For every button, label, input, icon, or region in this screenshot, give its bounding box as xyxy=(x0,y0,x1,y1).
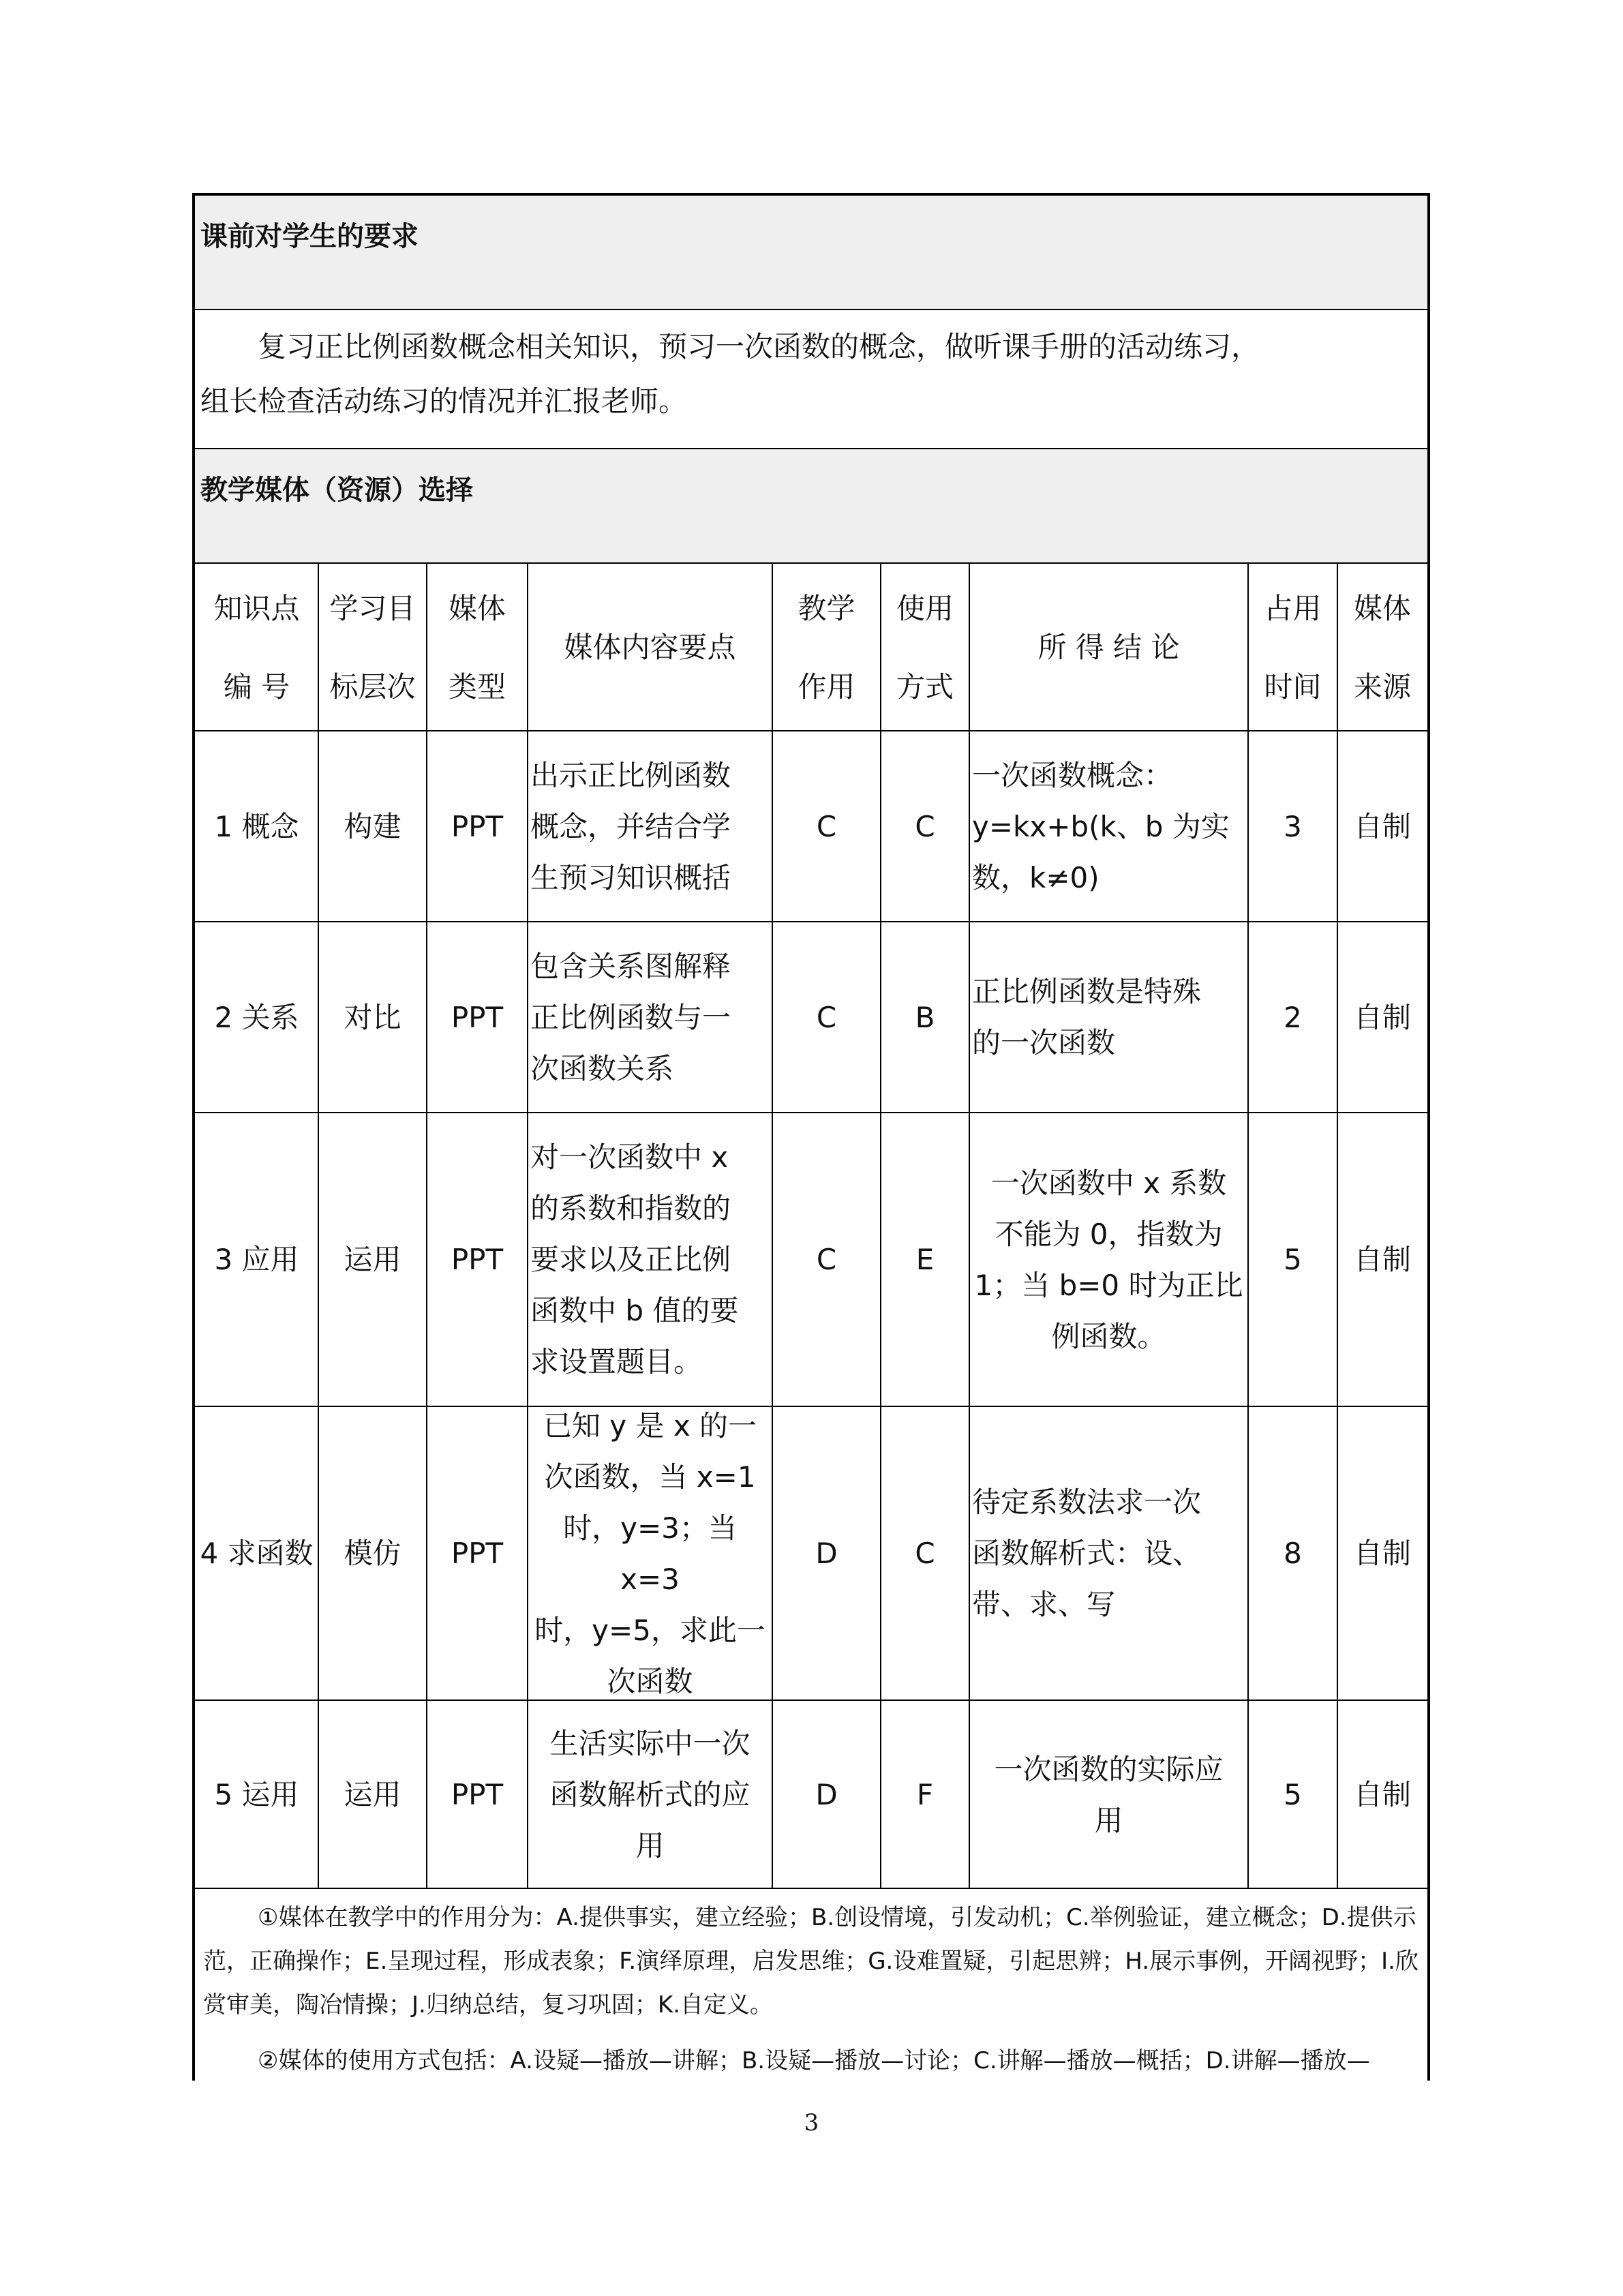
table-header-type xyxy=(427,564,528,731)
table-cell-level xyxy=(318,1406,427,1700)
cell-text: 自制 xyxy=(1353,1000,1411,1034)
table-cell-content xyxy=(528,922,772,1113)
table-cell-time xyxy=(1248,1406,1337,1700)
cell-text: C xyxy=(915,809,935,843)
table-cell-role xyxy=(772,1406,881,1700)
table-cell-type xyxy=(427,1406,528,1700)
cell-text: 5 运用 xyxy=(214,1778,299,1811)
cell-text: 3 应用 xyxy=(214,1243,299,1276)
prereq-text-line1: 复习正比例函数概念相关知识，预习一次函数的概念，做听课手册的活动练习， xyxy=(258,330,1260,363)
cell-text: 对一次函数中 x 的系数和指数的 要求以及正比例 函数中 b 值的要 求设置题目。 xyxy=(530,1141,739,1378)
prereq-text-line2: 组长检查活动练习的情况并汇报老师。 xyxy=(200,384,688,418)
table-header-time xyxy=(1248,564,1337,731)
table-cell-level xyxy=(318,922,427,1113)
header-label: 所 得 结 论 xyxy=(1037,631,1180,664)
cell-text: F xyxy=(916,1778,934,1811)
header-label: 教学 作用 xyxy=(798,591,855,704)
prereq-section-title: 课前对学生的要求 xyxy=(195,196,1427,310)
header-label: 媒体内容要点 xyxy=(564,631,736,664)
cell-text: 运用 xyxy=(344,1243,401,1276)
table-cell-source xyxy=(1337,731,1427,922)
table-cell-source xyxy=(1337,1406,1427,1700)
cell-text: 运用 xyxy=(344,1778,401,1811)
table-header-source xyxy=(1337,564,1427,731)
header-label: 媒体 来源 xyxy=(1353,591,1411,704)
lesson-plan-frame xyxy=(192,193,1430,2081)
cell-text: 4 求函数 xyxy=(200,1537,314,1570)
table-cell-source xyxy=(1337,922,1427,1113)
cell-text: 一次函数概念： y=kx+b(k、b 为实 数，k≠0) xyxy=(972,758,1230,894)
cell-text: 一次函数的实际应 用 xyxy=(994,1752,1224,1837)
cell-text: PPT xyxy=(451,1000,504,1034)
cell-text: 自制 xyxy=(1353,1537,1411,1570)
media-selection-table xyxy=(195,564,1427,1889)
table-cell-role xyxy=(772,1113,881,1406)
table-cell-time xyxy=(1248,1700,1337,1889)
table-cell-time xyxy=(1248,731,1337,922)
cell-text: 5 xyxy=(1284,1243,1302,1276)
table-cell-conclusion xyxy=(969,1113,1248,1406)
table-cell-content xyxy=(528,1700,772,1889)
table-cell-conclusion xyxy=(969,731,1248,922)
cell-text: C xyxy=(816,1243,837,1276)
table-cell-level xyxy=(318,1113,427,1406)
table-cell-usage xyxy=(881,1113,969,1406)
cell-text: 5 xyxy=(1284,1778,1302,1811)
table-header-usage xyxy=(881,564,969,731)
table-cell-content xyxy=(528,1113,772,1406)
cell-text: 构建 xyxy=(344,809,401,843)
table-cell-code xyxy=(195,1113,318,1406)
table-header-level xyxy=(318,564,427,731)
media-section-title: 教学媒体（资源）选择 xyxy=(195,449,1427,564)
table-cell-type xyxy=(427,1113,528,1406)
cell-text: PPT xyxy=(451,809,504,843)
table-cell-usage xyxy=(881,1700,969,1889)
table-cell-time xyxy=(1248,922,1337,1113)
cell-text: 自制 xyxy=(1353,1778,1411,1811)
cell-text: 模仿 xyxy=(344,1537,401,1570)
table-cell-role xyxy=(772,731,881,922)
media-notes xyxy=(195,1889,1427,2081)
table-header-code xyxy=(195,564,318,731)
header-label: 学习目 标层次 xyxy=(329,591,416,704)
header-label: 知识点 编 号 xyxy=(213,591,300,704)
table-cell-conclusion xyxy=(969,1406,1248,1700)
table-cell-code xyxy=(195,1406,318,1700)
header-label: 使用 方式 xyxy=(896,591,954,704)
table-header-content xyxy=(528,564,772,731)
cell-text: B xyxy=(915,1000,935,1034)
cell-text: D xyxy=(815,1537,838,1570)
table-cell-usage xyxy=(881,731,969,922)
table-cell-level xyxy=(318,731,427,922)
table-cell-code xyxy=(195,731,318,922)
cell-text: E xyxy=(915,1243,935,1276)
table-cell-content xyxy=(528,731,772,922)
cell-text: 2 关系 xyxy=(214,1000,299,1034)
page-number: 3 xyxy=(804,2109,819,2136)
table-cell-time xyxy=(1248,1113,1337,1406)
cell-text: PPT xyxy=(451,1243,504,1276)
table-cell-usage xyxy=(881,922,969,1113)
table-cell-role xyxy=(772,1700,881,1889)
prereq-section-body xyxy=(195,310,1427,449)
table-header-role xyxy=(772,564,881,731)
cell-text: 正比例函数是特殊 的一次函数 xyxy=(972,975,1202,1059)
cell-text: 8 xyxy=(1284,1537,1302,1570)
table-cell-usage xyxy=(881,1406,969,1700)
table-cell-type xyxy=(427,922,528,1113)
table-header-conclusion xyxy=(969,564,1248,731)
cell-text: C xyxy=(816,1000,837,1034)
header-label: 占用 时间 xyxy=(1264,591,1322,704)
table-cell-role xyxy=(772,922,881,1113)
table-cell-conclusion xyxy=(969,922,1248,1113)
table-cell-code xyxy=(195,1700,318,1889)
table-cell-content xyxy=(528,1406,772,1700)
cell-text: 出示正比例函数 概念，并结合学 生预习知识概括 xyxy=(530,758,731,894)
cell-text: PPT xyxy=(451,1778,504,1811)
table-cell-source xyxy=(1337,1113,1427,1406)
table-cell-type xyxy=(427,1700,528,1889)
table-cell-type xyxy=(427,731,528,922)
cell-text: D xyxy=(815,1778,838,1811)
cell-text: 已知 y 是 x 的一 次函数，当 x=1 时，y=3；当 x=3 时，y=5，求此一 次函数 xyxy=(534,1408,765,1698)
cell-text: C xyxy=(915,1537,935,1570)
cell-text: 生活实际中一次 函数解析式的应 用 xyxy=(549,1727,750,1862)
cell-text: 对比 xyxy=(344,1000,401,1034)
cell-text: 待定系数法求一次 函数解析式：设、 带、求、写 xyxy=(972,1485,1202,1621)
media-note-function: ①媒体在教学中的作用分为：A.提供事实，建立经验；B.创设情境，引发动机；C.举例验证，建立概念；D.提供示范，正确操作；E.呈现过程，形成表象；F.演绎原理，启发思维；G.设难置疑，引起思辨；H.展示事例，开阔视野；I.欣赏审美，陶冶情操；J.归纳总结，复习巩固；K.自定义。 xyxy=(203,1904,1419,2019)
cell-text: C xyxy=(816,809,837,843)
table-cell-source xyxy=(1337,1700,1427,1889)
cell-text: 2 xyxy=(1284,1000,1302,1034)
cell-text: 1 概念 xyxy=(214,809,299,843)
cell-text: 自制 xyxy=(1353,1243,1411,1276)
media-note-usage: ②媒体的使用方式包括：A.设疑—播放—讲解；B.设疑—播放—讨论；C.讲解—播放—概括；D.讲解—播放— xyxy=(258,2047,1370,2074)
cell-text: PPT xyxy=(451,1537,504,1570)
header-label: 媒体 类型 xyxy=(448,591,506,704)
cell-text: 3 xyxy=(1284,809,1302,843)
table-cell-code xyxy=(195,922,318,1113)
cell-text: 包含关系图解释 正比例函数与一 次函数关系 xyxy=(530,949,731,1085)
table-cell-conclusion xyxy=(969,1700,1248,1889)
cell-text: 一次函数中 x 系数 不能为 0，指数为 1；当 b=0 时为正比 例函数。 xyxy=(974,1166,1243,1353)
table-cell-level xyxy=(318,1700,427,1889)
cell-text: 自制 xyxy=(1353,809,1411,843)
